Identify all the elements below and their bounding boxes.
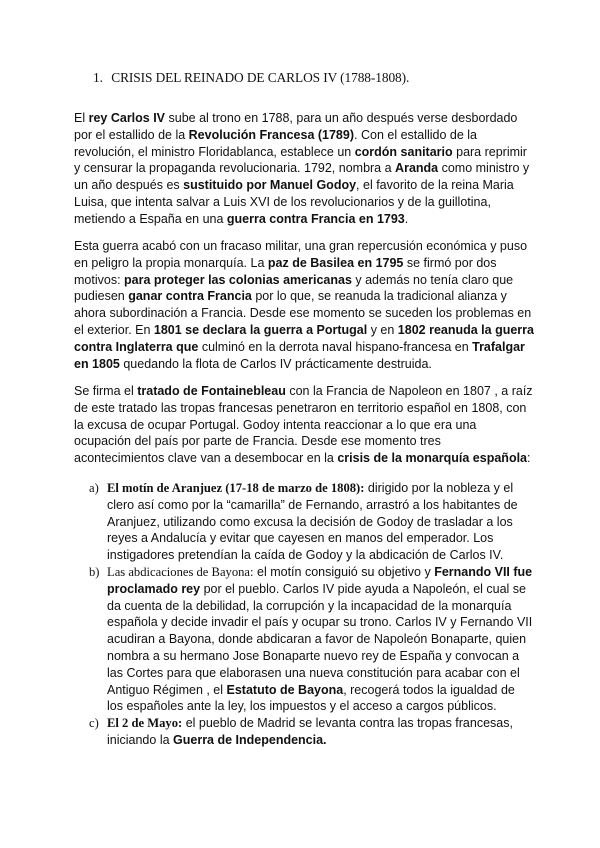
list-item-title: El motín de Aranjuez (17-18 de marzo de 1808): xyxy=(107,481,365,495)
section-heading xyxy=(93,70,409,86)
bold-text: sustituido por Manuel Godoy xyxy=(183,178,357,193)
paragraph-3 xyxy=(74,383,534,467)
event-list-c xyxy=(89,715,534,749)
text: por el pueblo. Carlos IV pide ayuda a Napoleón, el cual se da cuenta de la debilidad, la corrupción y la incapacidad de la monarquía española y decide invadir el país y ocupar su trono. Carlos IV y Fernando VII acudiran a Bayona, donde abdicaran a favor de Napoleón Bonaparte, quien nombra a su hermano Jose Bonaparte nuevo rey de España y convocan a las Cortes para que elaborasen una nueva constitución para acabar con el Antiguo Régimen , el xyxy=(107,581,533,697)
text: con la Francia de Napoleon en 1807 , a raíz de este tratado las tropas francesas penetraron en territorio español en 1808, con la excusa de ocupar Portugal. Godoy intenta reaccionar a lo que era una ocupación del país por parte de Francia. Desde ese momento tres acontecimientos clave van a desembocar en la xyxy=(74,384,533,466)
bold-text: Estatuto de Bayona xyxy=(226,682,344,697)
text: . Con el estallido de la revolución, el ministro Floridablanca, establece un xyxy=(74,127,478,159)
text: , el favorito de la reina Maria Luisa, que intenta salvar a Luis XVI de los revolucionarios y de la guillotina, metiendo a España en una xyxy=(74,178,514,226)
bold-text: 1801 se declara la guerra a Portugal xyxy=(153,322,368,337)
text: para reprimir y censurar la propaganda revolucionaria. 1792, nombra a xyxy=(74,144,527,176)
list-item-abdicaciones-bayona xyxy=(89,564,534,715)
list-item-title: El 2 de Mayo: xyxy=(107,716,183,730)
bold-text: guerra contra Francia en 1793 xyxy=(226,211,405,226)
text: se firmó por dos motivos: xyxy=(74,255,497,287)
list-item-title: Las abdicaciones de Bayona: xyxy=(107,565,254,579)
bold-text: para proteger las colonias americanas xyxy=(124,272,352,287)
bold-text: Trafalgar en 1805 xyxy=(74,339,525,371)
bold-text: tratado de Fontainebleau xyxy=(137,384,286,398)
paragraph-1 xyxy=(74,110,534,228)
bold-text: Guerra de Independencia. xyxy=(173,732,327,747)
bold-text: 1802 reanuda la guerra contra Inglaterra que xyxy=(74,322,534,354)
bold-text: cordón sanitario xyxy=(354,144,453,159)
text: sube al trono en 1788, para un año después verse desbordado por el estallido de la xyxy=(74,111,518,142)
text: por lo que, se reanuda la tradicional alianza y ahora subordinación a Francia. Desde ese momento se suceden los problemas en el exterior. En xyxy=(74,289,532,337)
text: quedando la flota de Carlos IV prácticamente destruida. xyxy=(119,356,432,371)
text: , recogerá todos la igualdad de los españoles ante la ley, los impuestos y el acceso a cargos públicos. xyxy=(107,682,515,714)
text: el pueblo de Madrid se levanta contra las tropas francesas, iniciando la xyxy=(107,716,513,747)
bold-text: Revolución Francesa (1789) xyxy=(188,127,355,142)
bold-text: Aranda xyxy=(395,161,439,176)
bold-text: crisis de la monarquía española xyxy=(337,451,527,466)
section-number: 1. xyxy=(93,70,103,85)
list-marker: a) xyxy=(89,481,99,495)
bold-text: rey Carlos IV xyxy=(88,111,166,125)
text: y además no tenía claro que pudiesen xyxy=(74,272,514,304)
text: Esta guerra acabó con un fracaso militar, una gran repercusión económica y puso en peligro la propia monarquía. La xyxy=(74,239,528,270)
list-item-motin-aranjuez xyxy=(89,480,534,564)
list-marker: c) xyxy=(89,716,99,730)
text: . xyxy=(404,211,409,226)
text: y en xyxy=(367,322,398,337)
bold-text: Fernando VII fue proclamado rey xyxy=(107,565,533,596)
list-item-2-de-mayo xyxy=(89,715,534,749)
text: dirigido por la nobleza y el clero así como por la “camarilla” de Fernando, arrastró a los habitantes de Aranjuez, utilizando como excusa la decisión de Godoy de trasladar a los reyes a Andalucía y evitar que cayesen en manos del emperador. Los instigadores pretendían la caída de Godoy y la abdicación de Carlos IV. xyxy=(107,481,518,563)
bold-text: ganar contra Francia xyxy=(128,289,252,304)
text: El xyxy=(74,111,89,125)
text: el motín consiguió su objetivo y xyxy=(253,565,435,579)
event-list-a xyxy=(89,480,534,564)
list-marker: b) xyxy=(89,565,100,579)
text: culminó en la derrota naval hispano-francesa en xyxy=(198,339,473,354)
section-title: CRISIS DEL REINADO DE CARLOS IV (1788-1808). xyxy=(111,70,410,85)
text: : xyxy=(527,451,531,466)
bold-text: paz de Basilea en 1795 xyxy=(267,255,404,270)
event-list-b xyxy=(89,564,534,715)
paragraph-2 xyxy=(74,238,534,372)
text: Se firma el xyxy=(74,384,138,398)
text: como ministro y un año después es xyxy=(74,161,530,193)
